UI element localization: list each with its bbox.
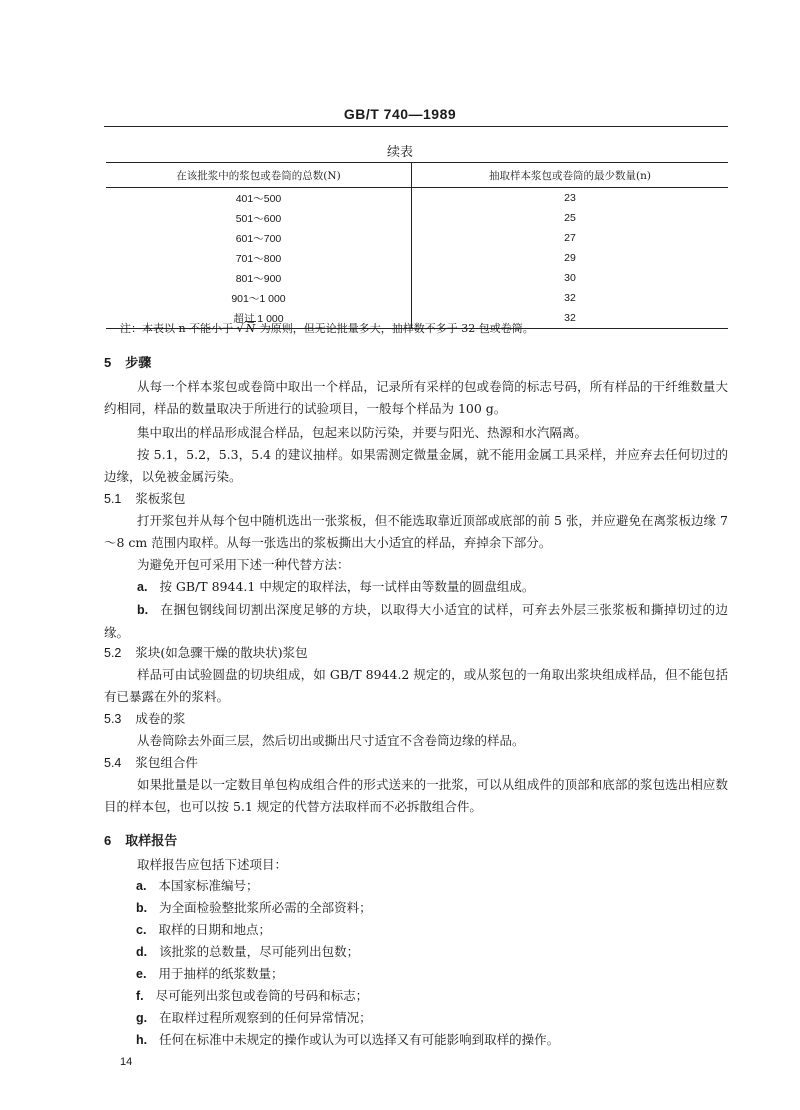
list-marker: a. <box>137 580 148 594</box>
list-item <box>136 898 372 916</box>
subsection-title: 成卷的浆 <box>135 711 186 726</box>
table-cell-count: 32 <box>564 292 576 304</box>
note-text-before: 注：本表以 n 不能小于 √ <box>120 322 244 335</box>
table-row <box>106 248 728 268</box>
table-cell-count: 27 <box>564 232 576 244</box>
section-number: 6 <box>104 833 112 848</box>
table-cell-range: 601～700 <box>106 228 412 248</box>
list-text: 在取样过程所观察到的任何异常情况； <box>159 1010 372 1025</box>
list-item <box>136 876 258 894</box>
table-cell-range: 901～1 000 <box>106 288 412 308</box>
section-number: 5 <box>104 355 112 370</box>
list-marker: d. <box>136 945 148 959</box>
paragraph: 集中取出的样品形成混合样品，包起来以防污染，并要与阳光、热源和水汽隔离。 <box>137 425 588 440</box>
list-item <box>136 920 271 938</box>
list-text: 取样的日期和地点； <box>158 922 271 937</box>
section-6-heading <box>104 830 177 849</box>
list-marker: b. <box>136 901 148 915</box>
table-header-total-count: 在该批浆中的浆包或卷筒的总数(N) <box>106 163 412 188</box>
table-cell-range: 801～900 <box>106 268 412 288</box>
table-cell-count: 30 <box>564 272 576 284</box>
note-text-after: 为原则，但无论批量多大，抽样数不多于 32 包或卷筒。 <box>256 322 534 335</box>
list-marker: h. <box>136 1033 148 1047</box>
list-text: 为全面检验整批浆所必需的全部资料； <box>159 900 372 915</box>
subsection-title: 浆包组合件 <box>135 755 198 770</box>
subsection-5-1-heading <box>104 489 185 507</box>
paragraph: 按 5.1，5.2，5.3，5.4 的建议抽样。如果需测定微量金属，就不能用金属工具采样，并应弃去任何切过的边缘，以免被金属污染。 <box>104 447 728 484</box>
subsection-number: 5.4 <box>104 756 122 770</box>
section-title: 取样报告 <box>125 834 178 849</box>
subsection-number: 5.1 <box>104 492 122 506</box>
list-marker: e. <box>136 967 147 981</box>
table-cell-range: 701～800 <box>106 248 412 268</box>
table-cell-count: 32 <box>412 308 729 329</box>
table-row <box>106 228 728 248</box>
list-item <box>136 942 359 960</box>
table-cell-range: 401～500 <box>106 188 412 209</box>
list-text: 按 GB/T 8944.1 中规定的取样法，每一试样由等数量的圆盘组成。 <box>159 579 535 594</box>
list-item <box>136 1008 372 1026</box>
list-text: 尽可能列出浆包或卷筒的号码和标志； <box>155 988 369 1003</box>
table-row <box>106 268 728 288</box>
list-marker: c. <box>136 923 147 937</box>
list-text: 用于抽样的纸浆数量； <box>158 966 284 981</box>
list-marker: b. <box>137 603 149 617</box>
table-cell-range: 501～600 <box>106 208 412 228</box>
paragraph: 从每一个样本浆包或卷筒中取出一个样品，记录所有采样的包或卷筒的标志号码，所有样品的干纤维数量大约相同，样品的数量取决于所进行的试验项目，一般每个样品为 100 g。 <box>104 379 728 416</box>
table-row <box>106 188 728 209</box>
table-cell-range: 超过 1 000 <box>106 308 412 329</box>
paragraph: 取样报告应包括下述项目： <box>137 857 288 872</box>
subsection-5-2-heading <box>104 643 308 661</box>
list-marker: g. <box>136 1011 148 1025</box>
paragraph: 如果批量是以一定数目单包构成组合件的形式送来的一批浆，可以从组成件的顶部和底部的浆包选出相应数目的样本包，也可以按 5.1 规定的代替方法取样而不必拆散组合件。 <box>104 777 728 814</box>
subsection-title: 浆板浆包 <box>135 491 186 506</box>
list-item <box>136 1030 559 1048</box>
subsection-5-4-heading <box>104 753 198 771</box>
section-title: 步骤 <box>125 356 152 371</box>
paragraph: 为避免开包可采用下述一种代替方法： <box>137 557 350 572</box>
list-text: 该批浆的总数量，尽可能列出包数； <box>159 944 360 959</box>
list-item <box>136 986 368 1004</box>
subsection-title: 浆块(如急骤干燥的散块状)浆包 <box>135 645 308 660</box>
paragraph: 样品可由试验圆盘的切块组成，如 GB/T 8944.2 规定的，或从浆包的一角取出浆块组成样品，但不能包括有已暴露在外的浆料。 <box>104 667 728 704</box>
list-text: 任何在标准中未规定的操作或认为可以选择又有可能影响到取样的操作。 <box>159 1032 560 1047</box>
list-marker: a. <box>136 879 147 893</box>
page-number: 14 <box>120 1056 133 1068</box>
table-header-row <box>106 163 728 188</box>
table-caption: 续表 <box>386 145 413 160</box>
paragraph: 打开浆包并从每个包中随机选出一张浆板，但不能选取靠近顶部或底部的前 5 张，并应避免在离浆板边缘 7～8 cm 范围内取样。从每一张选出的浆板撕出大小适宜的样品，弃掉余下部分。 <box>104 513 728 550</box>
paragraph: 从卷筒除去外面三层，然后切出或撕出尺寸适宜不含卷筒边缘的样品。 <box>137 733 525 748</box>
list-item-b <box>104 599 728 643</box>
header-rule <box>104 126 728 127</box>
sqrt-radicand: N <box>245 322 256 335</box>
list-item <box>136 964 283 982</box>
list-item-a <box>104 576 728 599</box>
table-note <box>120 320 534 336</box>
subsection-number: 5.3 <box>104 712 122 726</box>
section-5-heading <box>104 352 151 371</box>
list-text: 本国家标准编号； <box>158 878 259 893</box>
table-cell-count: 25 <box>564 212 576 224</box>
subsection-5-3-heading <box>104 709 185 727</box>
table-header-min-samples: 抽取样本浆包或卷筒的最少数量(n) <box>412 163 729 188</box>
sampling-table <box>106 162 728 329</box>
table-row <box>106 288 728 308</box>
list-marker: f. <box>136 989 144 1003</box>
subsection-number: 5.2 <box>104 646 122 660</box>
standard-code-header: GB/T 740—1989 <box>343 106 457 122</box>
list-text: 在捆包钢线间切割出深度足够的方块，以取得大小适宜的试样，可弃去外层三张浆板和撕掉切过的边缘。 <box>104 602 728 640</box>
table-cell-count: 23 <box>564 192 576 204</box>
table-row <box>106 208 728 228</box>
table-cell-count: 29 <box>564 252 576 264</box>
